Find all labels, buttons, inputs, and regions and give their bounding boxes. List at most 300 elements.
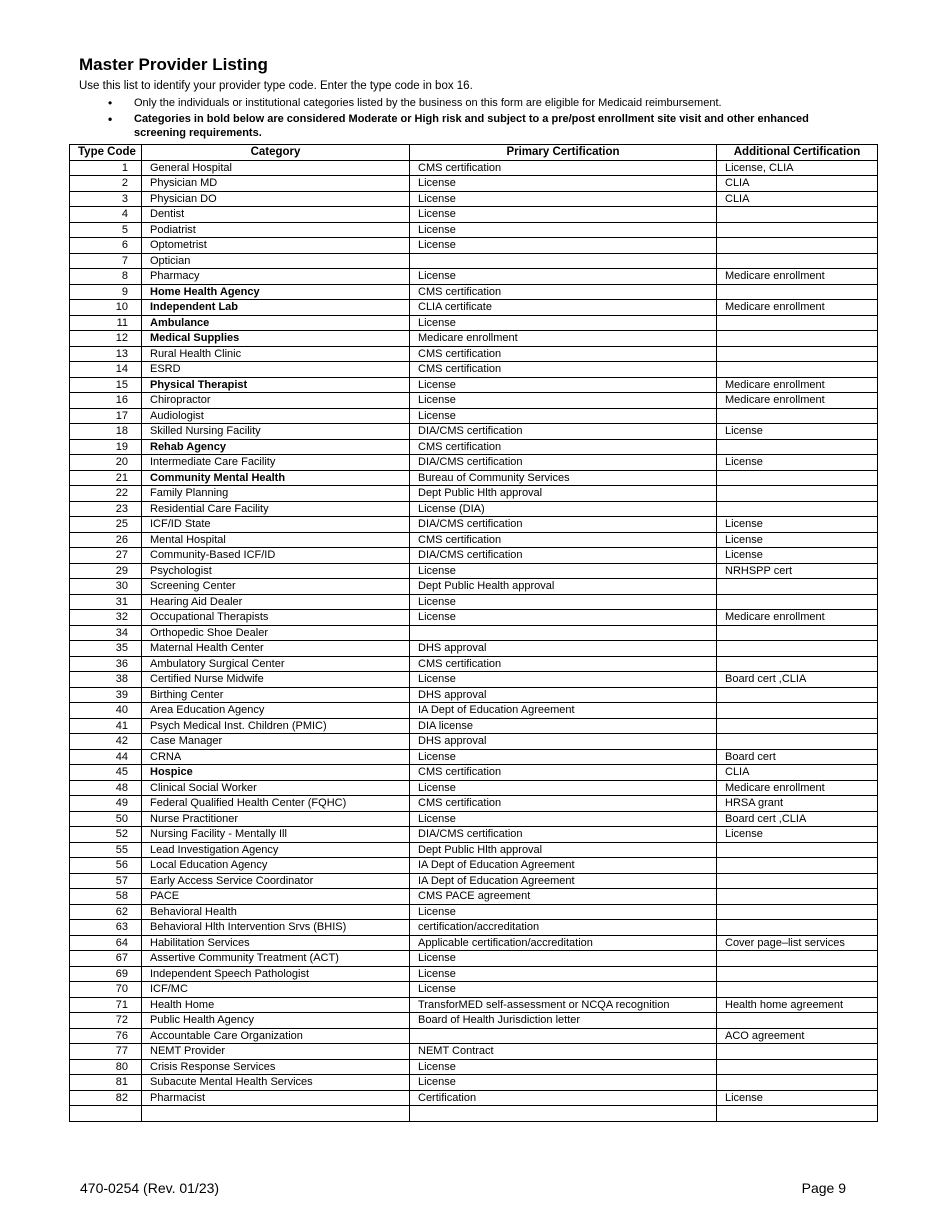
additional-certification-cell: [717, 656, 878, 672]
type-code-cell: 18: [70, 424, 142, 440]
type-code-cell: 31: [70, 594, 142, 610]
type-code-cell: 10: [70, 300, 142, 316]
table-row: [70, 377, 878, 393]
table-row: [70, 749, 878, 765]
type-code-cell: 63: [70, 920, 142, 936]
intro-text: Use this list to identify your provider type code. Enter the type code in box 16.: [79, 80, 473, 92]
primary-certification-cell: [410, 1028, 717, 1044]
table-row: [70, 160, 878, 176]
additional-certification-cell: [717, 222, 878, 238]
category-cell: Federal Qualified Health Center (FQHC): [142, 796, 410, 812]
type-code-cell: 21: [70, 470, 142, 486]
additional-certification-cell: [717, 641, 878, 657]
table-row: [70, 207, 878, 223]
type-code-cell: 72: [70, 1013, 142, 1029]
type-code-cell: 15: [70, 377, 142, 393]
type-code-cell: 35: [70, 641, 142, 657]
primary-certification-cell: DIA license: [410, 718, 717, 734]
table-row: [70, 889, 878, 905]
primary-certification-cell: Applicable certification/accreditation: [410, 935, 717, 951]
category-cell: Screening Center: [142, 579, 410, 595]
category-cell: Psych Medical Inst. Children (PMIC): [142, 718, 410, 734]
category-cell: Rehab Agency: [142, 439, 410, 455]
primary-certification-cell: CMS certification: [410, 160, 717, 176]
table-row: [70, 997, 878, 1013]
type-code-cell: 26: [70, 532, 142, 548]
additional-certification-cell: [717, 842, 878, 858]
category-cell: Health Home: [142, 997, 410, 1013]
table-row: [70, 765, 878, 781]
primary-certification-cell: CMS certification: [410, 796, 717, 812]
primary-certification-cell: License: [410, 222, 717, 238]
table-row: [70, 734, 878, 750]
primary-certification-cell: DIA/CMS certification: [410, 424, 717, 440]
additional-certification-cell: NRHSPP cert: [717, 563, 878, 579]
additional-certification-cell: License: [717, 827, 878, 843]
primary-certification-cell: License: [410, 1059, 717, 1075]
additional-certification-cell: Medicare enrollment: [717, 269, 878, 285]
additional-certification-cell: [717, 594, 878, 610]
additional-certification-cell: License: [717, 424, 878, 440]
additional-certification-cell: [717, 346, 878, 362]
category-cell: Independent Speech Pathologist: [142, 966, 410, 982]
table-row: [70, 935, 878, 951]
table-row: [70, 687, 878, 703]
table-row: [70, 796, 878, 812]
primary-certification-cell: License: [410, 191, 717, 207]
category-cell: Physician DO: [142, 191, 410, 207]
category-cell: Nurse Practitioner: [142, 811, 410, 827]
primary-certification-cell: License: [410, 811, 717, 827]
category-cell: Physical Therapist: [142, 377, 410, 393]
primary-certification-cell: CMS certification: [410, 439, 717, 455]
additional-certification-cell: [717, 439, 878, 455]
header-type-code: Type Code: [70, 145, 142, 161]
category-cell: Certified Nurse Midwife: [142, 672, 410, 688]
table-row: [70, 873, 878, 889]
type-code-cell: 3: [70, 191, 142, 207]
type-code-cell: 27: [70, 548, 142, 564]
additional-certification-cell: [717, 718, 878, 734]
additional-certification-cell: Medicare enrollment: [717, 780, 878, 796]
type-code-cell: 50: [70, 811, 142, 827]
table-row: [70, 827, 878, 843]
category-cell: Orthopedic Shoe Dealer: [142, 625, 410, 641]
table-row: [70, 486, 878, 502]
type-code-cell: 8: [70, 269, 142, 285]
table-row: [70, 920, 878, 936]
type-code-cell: 16: [70, 393, 142, 409]
category-cell: PACE: [142, 889, 410, 905]
primary-certification-cell: DIA/CMS certification: [410, 455, 717, 471]
category-cell: CRNA: [142, 749, 410, 765]
header-additional-certification: Additional Certification: [717, 145, 878, 161]
type-code-cell: 25: [70, 517, 142, 533]
table-row: [70, 439, 878, 455]
table-row: [70, 470, 878, 486]
type-code-cell: 32: [70, 610, 142, 626]
table-row: [70, 1059, 878, 1075]
table-row: [70, 641, 878, 657]
table-row: [70, 656, 878, 672]
type-code-cell: 48: [70, 780, 142, 796]
additional-certification-cell: [717, 238, 878, 254]
primary-certification-cell: CMS certification: [410, 656, 717, 672]
type-code-cell: 38: [70, 672, 142, 688]
category-cell: Local Education Agency: [142, 858, 410, 874]
type-code-cell: 40: [70, 703, 142, 719]
category-cell: Lead Investigation Agency: [142, 842, 410, 858]
type-code-cell: 5: [70, 222, 142, 238]
primary-certification-cell: [410, 1106, 717, 1122]
category-cell: Case Manager: [142, 734, 410, 750]
type-code-cell: 57: [70, 873, 142, 889]
table-row: [70, 904, 878, 920]
category-cell: Audiologist: [142, 408, 410, 424]
primary-certification-cell: CMS certification: [410, 346, 717, 362]
primary-certification-cell: IA Dept of Education Agreement: [410, 873, 717, 889]
primary-certification-cell: License: [410, 408, 717, 424]
type-code-cell: 29: [70, 563, 142, 579]
table-row: [70, 625, 878, 641]
table-row: [70, 176, 878, 192]
additional-certification-cell: [717, 1075, 878, 1091]
category-cell: NEMT Provider: [142, 1044, 410, 1060]
table-row: [70, 222, 878, 238]
type-code-cell: 82: [70, 1090, 142, 1106]
primary-certification-cell: License: [410, 315, 717, 331]
category-cell: Skilled Nursing Facility: [142, 424, 410, 440]
primary-certification-cell: License: [410, 780, 717, 796]
table-row: [70, 300, 878, 316]
table-row: [70, 982, 878, 998]
primary-certification-cell: CLIA certificate: [410, 300, 717, 316]
primary-certification-cell: Dept Public Hlth approval: [410, 842, 717, 858]
table-row: [70, 424, 878, 440]
primary-certification-cell: DHS approval: [410, 734, 717, 750]
category-cell: Residential Care Facility: [142, 501, 410, 517]
additional-certification-cell: Medicare enrollment: [717, 610, 878, 626]
additional-certification-cell: [717, 687, 878, 703]
type-code-cell: 58: [70, 889, 142, 905]
primary-certification-cell: NEMT Contract: [410, 1044, 717, 1060]
bullet-risk-note: • Categories in bold below are considered Moderate or High risk and subject to a pre/post enrollment site visit and other enhanced screening requirements.: [108, 112, 848, 140]
table-row: [70, 966, 878, 982]
category-cell: Intermediate Care Facility: [142, 455, 410, 471]
type-code-cell: 36: [70, 656, 142, 672]
category-cell: Community Mental Health: [142, 470, 410, 486]
primary-certification-cell: License: [410, 951, 717, 967]
type-code-cell: 19: [70, 439, 142, 455]
category-cell: Physician MD: [142, 176, 410, 192]
primary-certification-cell: License: [410, 982, 717, 998]
additional-certification-cell: [717, 408, 878, 424]
table-row: [70, 780, 878, 796]
bullet-list: [108, 96, 848, 142]
primary-certification-cell: [410, 625, 717, 641]
type-code-cell: 77: [70, 1044, 142, 1060]
additional-certification-cell: [717, 920, 878, 936]
table-row: [70, 579, 878, 595]
primary-certification-cell: License: [410, 377, 717, 393]
category-cell: Nursing Facility - Mentally Ill: [142, 827, 410, 843]
table-row: [70, 284, 878, 300]
category-cell: Optician: [142, 253, 410, 269]
table-row: [70, 548, 878, 564]
additional-certification-cell: [717, 315, 878, 331]
type-code-cell: 11: [70, 315, 142, 331]
type-code-cell: 52: [70, 827, 142, 843]
category-cell: Optometrist: [142, 238, 410, 254]
category-cell: Clinical Social Worker: [142, 780, 410, 796]
table-body: [70, 160, 878, 1121]
table-row: [70, 238, 878, 254]
table-row: [70, 1075, 878, 1091]
category-cell: Behavioral Hlth Intervention Srvs (BHIS): [142, 920, 410, 936]
primary-certification-cell: Certification: [410, 1090, 717, 1106]
table-header-row: [70, 145, 878, 161]
table-row: [70, 408, 878, 424]
type-code-cell: 44: [70, 749, 142, 765]
additional-certification-cell: License: [717, 532, 878, 548]
category-cell: Behavioral Health: [142, 904, 410, 920]
category-cell: Family Planning: [142, 486, 410, 502]
table-row: [70, 563, 878, 579]
table-row: [70, 455, 878, 471]
category-cell: Area Education Agency: [142, 703, 410, 719]
category-cell: Subacute Mental Health Services: [142, 1075, 410, 1091]
additional-certification-cell: Medicare enrollment: [717, 393, 878, 409]
primary-certification-cell: License: [410, 672, 717, 688]
primary-certification-cell: CMS certification: [410, 284, 717, 300]
category-cell: Chiropractor: [142, 393, 410, 409]
additional-certification-cell: [717, 579, 878, 595]
additional-certification-cell: Cover page–list services: [717, 935, 878, 951]
type-code-cell: 42: [70, 734, 142, 750]
additional-certification-cell: [717, 734, 878, 750]
category-cell: General Hospital: [142, 160, 410, 176]
additional-certification-cell: Board cert ,CLIA: [717, 811, 878, 827]
header-primary-certification: Primary Certification: [410, 145, 717, 161]
additional-certification-cell: [717, 331, 878, 347]
type-code-cell: 76: [70, 1028, 142, 1044]
table-row: [70, 1044, 878, 1060]
additional-certification-cell: CLIA: [717, 176, 878, 192]
category-cell: Maternal Health Center: [142, 641, 410, 657]
category-cell: Occupational Therapists: [142, 610, 410, 626]
additional-certification-cell: License: [717, 455, 878, 471]
category-cell: Crisis Response Services: [142, 1059, 410, 1075]
category-cell: Community-Based ICF/ID: [142, 548, 410, 564]
primary-certification-cell: DIA/CMS certification: [410, 517, 717, 533]
category-cell: Pharmacy: [142, 269, 410, 285]
additional-certification-cell: [717, 253, 878, 269]
category-cell: Psychologist: [142, 563, 410, 579]
additional-certification-cell: [717, 486, 878, 502]
table-row: [70, 858, 878, 874]
category-cell: ESRD: [142, 362, 410, 378]
type-code-cell: 71: [70, 997, 142, 1013]
primary-certification-cell: Medicare enrollment: [410, 331, 717, 347]
category-cell: Podiatrist: [142, 222, 410, 238]
table-row: [70, 718, 878, 734]
type-code-cell: 23: [70, 501, 142, 517]
category-cell: Rural Health Clinic: [142, 346, 410, 362]
additional-certification-cell: [717, 1044, 878, 1060]
table-row: [70, 610, 878, 626]
table-row: [70, 672, 878, 688]
additional-certification-cell: [717, 982, 878, 998]
primary-certification-cell: IA Dept of Education Agreement: [410, 858, 717, 874]
page-number: Page 9: [801, 1180, 846, 1196]
header-category: Category: [142, 145, 410, 161]
type-code-cell: [70, 1106, 142, 1122]
category-cell: Public Health Agency: [142, 1013, 410, 1029]
primary-certification-cell: License: [410, 563, 717, 579]
table-row: [70, 1013, 878, 1029]
primary-certification-cell: Board of Health Jurisdiction letter: [410, 1013, 717, 1029]
type-code-cell: 12: [70, 331, 142, 347]
form-number: 470-0254 (Rev. 01/23): [80, 1180, 220, 1196]
type-code-cell: 81: [70, 1075, 142, 1091]
table-row: [70, 331, 878, 347]
primary-certification-cell: DHS approval: [410, 641, 717, 657]
additional-certification-cell: License: [717, 1090, 878, 1106]
primary-certification-cell: License: [410, 269, 717, 285]
type-code-cell: 64: [70, 935, 142, 951]
category-cell: Habilitation Services: [142, 935, 410, 951]
table-row: [70, 346, 878, 362]
type-code-cell: 34: [70, 625, 142, 641]
primary-certification-cell: License: [410, 966, 717, 982]
additional-certification-cell: [717, 966, 878, 982]
table-row: [70, 951, 878, 967]
type-code-cell: 39: [70, 687, 142, 703]
type-code-cell: 1: [70, 160, 142, 176]
primary-certification-cell: License: [410, 176, 717, 192]
category-cell: Mental Hospital: [142, 532, 410, 548]
additional-certification-cell: License, CLIA: [717, 160, 878, 176]
type-code-cell: 62: [70, 904, 142, 920]
provider-table: [69, 144, 878, 1122]
type-code-cell: 22: [70, 486, 142, 502]
type-code-cell: 45: [70, 765, 142, 781]
additional-certification-cell: Medicare enrollment: [717, 300, 878, 316]
type-code-cell: 30: [70, 579, 142, 595]
category-cell: ICF/MC: [142, 982, 410, 998]
additional-certification-cell: License: [717, 517, 878, 533]
category-cell: [142, 1106, 410, 1122]
primary-certification-cell: License: [410, 393, 717, 409]
type-code-cell: 7: [70, 253, 142, 269]
table-row: [70, 393, 878, 409]
table-row: [70, 1028, 878, 1044]
page-title: Master Provider Listing: [79, 55, 268, 74]
table-row: [70, 811, 878, 827]
additional-certification-cell: ACO agreement: [717, 1028, 878, 1044]
table-row: [70, 532, 878, 548]
primary-certification-cell: DIA/CMS certification: [410, 827, 717, 843]
type-code-cell: 70: [70, 982, 142, 998]
category-cell: Hospice: [142, 765, 410, 781]
additional-certification-cell: [717, 703, 878, 719]
type-code-cell: 67: [70, 951, 142, 967]
additional-certification-cell: [717, 904, 878, 920]
table-row: [70, 517, 878, 533]
additional-certification-cell: CLIA: [717, 191, 878, 207]
additional-certification-cell: CLIA: [717, 765, 878, 781]
additional-certification-cell: [717, 470, 878, 486]
primary-certification-cell: License: [410, 749, 717, 765]
type-code-cell: 4: [70, 207, 142, 223]
type-code-cell: 80: [70, 1059, 142, 1075]
category-cell: Ambulatory Surgical Center: [142, 656, 410, 672]
additional-certification-cell: [717, 362, 878, 378]
primary-certification-cell: CMS PACE agreement: [410, 889, 717, 905]
additional-certification-cell: License: [717, 548, 878, 564]
primary-certification-cell: IA Dept of Education Agreement: [410, 703, 717, 719]
primary-certification-cell: TransforMED self-assessment or NCQA recognition: [410, 997, 717, 1013]
table-row: [70, 269, 878, 285]
primary-certification-cell: License: [410, 610, 717, 626]
additional-certification-cell: Medicare enrollment: [717, 377, 878, 393]
additional-certification-cell: HRSA grant: [717, 796, 878, 812]
type-code-cell: 14: [70, 362, 142, 378]
additional-certification-cell: [717, 1106, 878, 1122]
type-code-cell: 9: [70, 284, 142, 300]
bullet-eligibility: • Only the individuals or institutional categories listed by the business on this form are eligible for Medicaid reimbursement.: [108, 96, 848, 110]
category-cell: Medical Supplies: [142, 331, 410, 347]
additional-certification-cell: [717, 207, 878, 223]
category-cell: Birthing Center: [142, 687, 410, 703]
primary-certification-cell: Dept Public Health approval: [410, 579, 717, 595]
primary-certification-cell: License: [410, 904, 717, 920]
category-cell: Independent Lab: [142, 300, 410, 316]
category-cell: Assertive Community Treatment (ACT): [142, 951, 410, 967]
additional-certification-cell: [717, 284, 878, 300]
type-code-cell: 56: [70, 858, 142, 874]
type-code-cell: 6: [70, 238, 142, 254]
table-row: [70, 594, 878, 610]
table-row: [70, 362, 878, 378]
category-cell: Dentist: [142, 207, 410, 223]
primary-certification-cell: License: [410, 207, 717, 223]
additional-certification-cell: [717, 1013, 878, 1029]
type-code-cell: 20: [70, 455, 142, 471]
category-cell: Accountable Care Organization: [142, 1028, 410, 1044]
category-cell: Hearing Aid Dealer: [142, 594, 410, 610]
additional-certification-cell: Health home agreement: [717, 997, 878, 1013]
table-row: [70, 842, 878, 858]
category-cell: Early Access Service Coordinator: [142, 873, 410, 889]
category-cell: Home Health Agency: [142, 284, 410, 300]
additional-certification-cell: [717, 889, 878, 905]
additional-certification-cell: [717, 501, 878, 517]
additional-certification-cell: [717, 625, 878, 641]
table-row: [70, 191, 878, 207]
primary-certification-cell: Bureau of Community Services: [410, 470, 717, 486]
additional-certification-cell: [717, 951, 878, 967]
primary-certification-cell: CMS certification: [410, 765, 717, 781]
category-cell: Ambulance: [142, 315, 410, 331]
additional-certification-cell: [717, 873, 878, 889]
primary-certification-cell: DHS approval: [410, 687, 717, 703]
table-row: [70, 315, 878, 331]
table-row: [70, 1090, 878, 1106]
primary-certification-cell: License: [410, 594, 717, 610]
table-row: [70, 1106, 878, 1122]
primary-certification-cell: DIA/CMS certification: [410, 548, 717, 564]
